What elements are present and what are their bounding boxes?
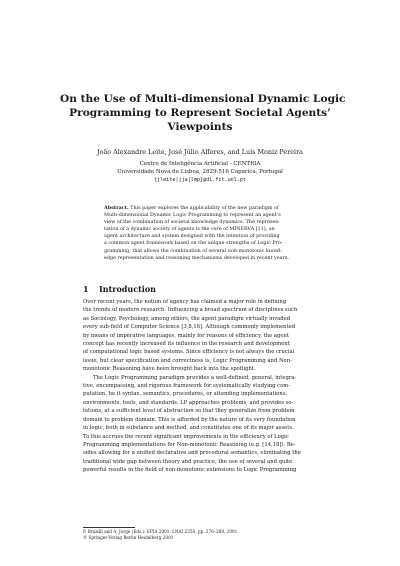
body-line: every sub-field of Computer Science [3,8,16]. Although commonly implemented bbox=[83, 324, 296, 331]
author-list: João Alexandre Leite, José Júlio Alferes, and Luís Moniz Pereira bbox=[97, 148, 303, 156]
footnote-rule bbox=[83, 527, 135, 528]
abstract-text: This paper explores the applicability of the new paradigm of bbox=[128, 205, 279, 211]
body-line: concept has recently increased its influence in the research and development bbox=[83, 341, 290, 348]
affiliation-line: Centro de Inteligência Artificial - CENTRIA bbox=[139, 161, 261, 167]
abstract-line: gramming, that allows the combination of several non-monotonic knowl- bbox=[104, 247, 283, 254]
body-line: by means of imperative languages, mainly for reasons of efficiency, the agent bbox=[83, 332, 289, 339]
author-emails: {jleite|jja|lmp}@di.fct.unl.pt bbox=[153, 177, 246, 183]
body-line: domain to problem domain. This is afforded by the nature of its very foundation bbox=[83, 416, 296, 423]
title-line: Programming to Represent Societal Agents’ bbox=[69, 107, 331, 119]
body-line: in logic, both in substance and method, and constitutes one of its major assets. bbox=[83, 425, 294, 432]
body-line: powerful results in the field of non-monotonic extensions to Logic Programming bbox=[83, 467, 297, 474]
body-line: issue, but clear specification and correctness is, Logic Programming and Non- bbox=[83, 357, 292, 364]
abstract-keyword: Abstract. bbox=[104, 205, 129, 211]
abstract-line: agent architecture and system designed with the intention of providing bbox=[104, 233, 280, 240]
body-line: lutions, at a sufficient level of abstraction so that they generalize from problem bbox=[83, 408, 295, 415]
body-line: To this accrues the recent significant improvements in the efficiency of Logic bbox=[83, 433, 289, 440]
section-number: 1 bbox=[83, 284, 89, 294]
title-line: Viewpoints bbox=[167, 121, 233, 133]
footnote-line: © Springer-Verlag Berlin Heidelberg 2001 bbox=[83, 535, 174, 540]
footnote-line: P. Brazdil and A. Jorge (Eds.): EPIA 2001, LNAI 2258, pp. 276–289, 2001. bbox=[83, 529, 239, 534]
affiliation-line: Universidade Nova de Lisboa, 2829-516 Caparica, Portugal bbox=[117, 169, 283, 175]
body-line: sides allowing for a unified declarative and procedural semantics, eliminating the bbox=[83, 450, 301, 457]
footnote bbox=[83, 529, 239, 541]
abstract-line bbox=[104, 205, 302, 212]
body-line: monotonic Reasoning have been brought back into the spotlight. bbox=[83, 366, 256, 373]
body-line: Over recent years, the notion of agency has claimed a major role in defining bbox=[83, 299, 287, 305]
abstract-line: edge representation and reasoning mechanisms developed in recent years. bbox=[104, 254, 289, 261]
body-line: traditional wide gap between theory and practice, the use of several and quite bbox=[83, 458, 293, 465]
abstract-line: a common agent framework based on the unique strengths of Logic Pro- bbox=[104, 240, 283, 247]
paper-title bbox=[60, 92, 346, 134]
abstract-line: view of the combination of societal knowledge dynamics. The represen- bbox=[104, 219, 280, 226]
abstract-line: tation of a dynamic society of agents is the core of MINERVA [11], an bbox=[104, 226, 275, 233]
body-line: environments, tools, and standards. LP approaches problems, and provides so- bbox=[83, 399, 294, 406]
abstract-line: Multi-dimensional Dynamic Logic Programming to represent an agent’s bbox=[104, 212, 281, 219]
body-line: The Logic Programming paradigm provides a well-defined, general, integra- bbox=[93, 374, 297, 381]
section-heading bbox=[83, 284, 156, 294]
body-line: as Sociology, Psychology, among others, the agent paradigm virtually invaded bbox=[83, 315, 291, 322]
title-line: On the Use of Multi-dimensional Dynamic Logic bbox=[60, 93, 346, 105]
abstract bbox=[104, 205, 302, 262]
body-line: tive, encompassing, and rigorous framework for systematically studying com- bbox=[83, 383, 291, 390]
body-line: of computational logic based systems. Since efficiency is not always the crucial bbox=[83, 349, 295, 356]
affiliation bbox=[60, 160, 340, 184]
section-title: Introduction bbox=[99, 284, 156, 294]
body-line: putation, be it syntax, semantics, procedures, or attending implementations, bbox=[83, 391, 288, 398]
body-text bbox=[83, 298, 317, 475]
body-line: Programming implementations for Non-monotonic Reasoning (e.g. [14,18]). Be- bbox=[83, 441, 296, 448]
body-line: the trends of modern research. Influencing a broad spectrum of disciplines such bbox=[83, 307, 298, 314]
